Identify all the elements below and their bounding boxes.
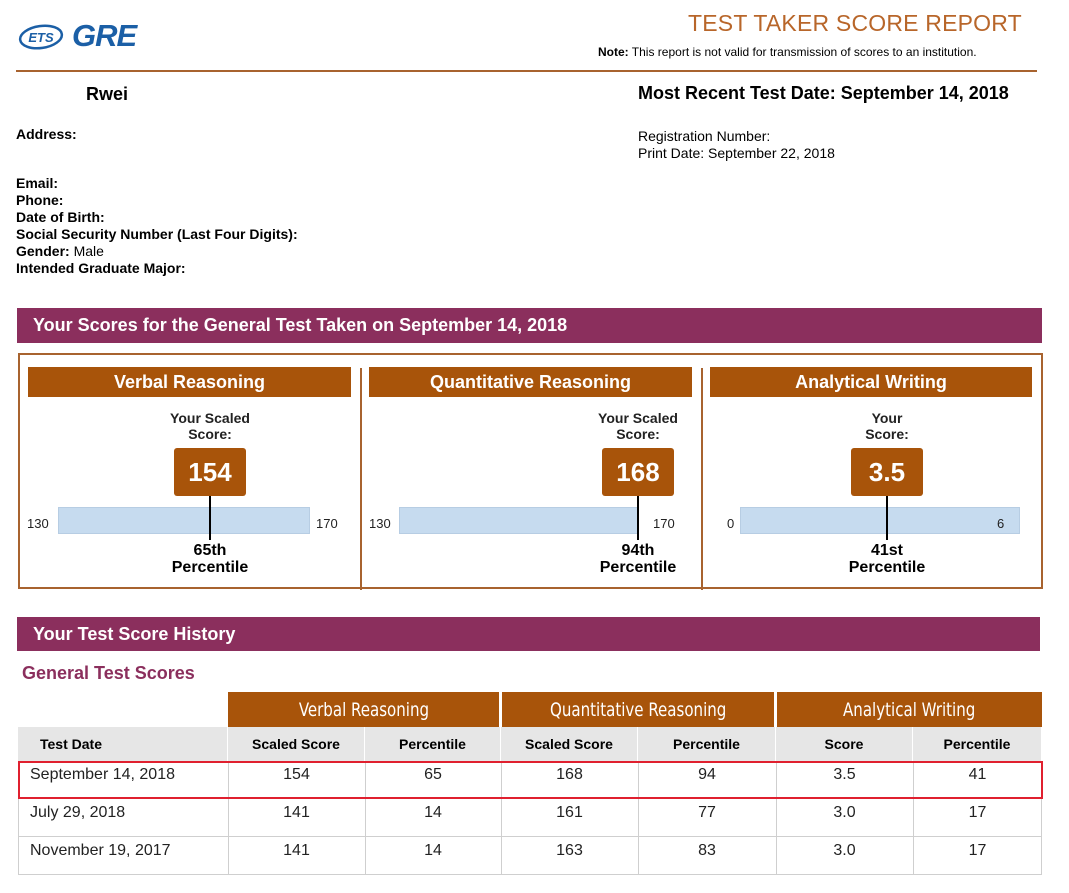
column-header: Percentile [365,727,501,761]
percentile-label-quant: Percentile [599,559,677,576]
section-title-verbal: Verbal Reasoning [28,367,351,397]
candidate-name: Rwei [86,84,129,104]
gender-field [16,243,104,260]
table-cell: 161 [556,804,583,821]
score-box-quant: 168 [602,448,674,496]
ets-logo-text: ETS [28,30,54,45]
score-bar-writing [740,507,1020,534]
header-rule [16,70,1037,72]
table-cell: September 14, 2018 [30,766,175,783]
table-cell: 83 [698,842,716,859]
column-header: Scaled Score [228,727,365,761]
scaled-score-label-verbal: Your Scaled [170,410,250,426]
table-cell: 14 [424,842,442,859]
table-cell: 94 [698,766,716,783]
history-title: General Test Scores [22,663,195,683]
table-cell: 17 [968,804,987,821]
scaled-score-label-writing: Your [871,410,903,426]
table-cell: 154 [283,766,310,783]
scores-banner: Your Scores for the General Test Taken on September 14, 2018 [17,308,1042,343]
group-header-verbal: Verbal Reasoning [228,692,499,728]
table-cell: 17 [968,842,987,859]
range-min-verbal: 130 [27,516,49,531]
column-header: Test Date [18,727,228,761]
section-divider [360,368,362,590]
group-header-writing: Analytical Writing [777,692,1042,728]
scaled-score-label2-verbal: Score: [188,426,232,442]
score-marker-verbal [209,496,211,540]
table-cell: 3.0 [833,804,856,821]
ets-logo [18,24,64,50]
group-header-quant: Quantitative Reasoning [502,692,774,728]
column-header: Scaled Score [501,727,638,761]
gre-logo: GRE [72,18,137,53]
table-cell: 65 [424,766,442,783]
table-cell: 77 [698,804,716,821]
score-bar-quant [399,507,638,534]
column-header: Score [776,727,913,761]
percentile-value-writing: 41st [870,542,904,559]
score-marker-writing [886,496,888,540]
section-title-quant: Quantitative Reasoning [369,367,692,397]
percentile-value-verbal: 65th [193,542,227,559]
scaled-score-label2-quant: Score: [616,426,660,442]
table-cell: July 29, 2018 [30,804,126,821]
row-divider [18,874,1041,875]
table-cell: November 19, 2017 [30,842,171,859]
registration-label: Registration Number: [638,128,771,144]
score-bar-verbal [58,507,310,534]
email-label: Email: [16,175,59,191]
note-text: This report is not valid for transmission of scores to an institution. [631,45,977,59]
range-max-quant: 170 [653,516,675,531]
percentile-label-writing: Percentile [848,559,926,576]
column-header: Percentile [913,727,1042,761]
range-max-verbal: 170 [316,516,338,531]
dob-label: Date of Birth: [16,209,105,225]
history-banner: Your Test Score History [17,617,1040,651]
gender-value: Male [73,243,104,259]
column-header: Percentile [638,727,776,761]
table-cell: 163 [556,842,583,859]
report-title: TEST TAKER SCORE REPORT [688,10,1022,36]
section-divider [701,368,703,590]
report-note [598,45,977,59]
phone-label: Phone: [16,192,64,208]
range-max-writing: 6 [997,516,1005,531]
gender-label: Gender: [16,243,70,259]
range-min-writing: 0 [727,516,735,531]
most-recent-row-highlight [18,761,1043,799]
ssn-label: Social Security Number (Last Four Digits): [16,226,298,242]
address-label: Address: [16,126,77,142]
percentile-value-quant: 94th [621,542,655,559]
scaled-score-label-quant: Your Scaled [598,410,678,426]
major-label: Intended Graduate Major: [16,260,186,276]
range-min-quant: 130 [369,516,391,531]
score-box-verbal: 154 [174,448,246,496]
most-recent-test-date: Most Recent Test Date: September 14, 2018 [638,83,1009,103]
section-title-writing: Analytical Writing [710,367,1032,397]
table-cell: 41 [968,766,987,783]
table-cell: 14 [424,804,442,821]
percentile-label-verbal: Percentile [171,559,249,576]
score-box-writing: 3.5 [851,448,923,496]
table-cell: 168 [556,766,583,783]
table-cell: 141 [283,804,310,821]
table-cell: 3.0 [833,842,856,859]
score-marker-quant [637,496,639,540]
scaled-score-label2-writing: Score: [865,426,909,442]
note-label: Note: [598,45,629,59]
table-cell: 3.5 [833,766,856,783]
print-date: Print Date: September 22, 2018 [638,145,835,161]
table-cell: 141 [283,842,310,859]
